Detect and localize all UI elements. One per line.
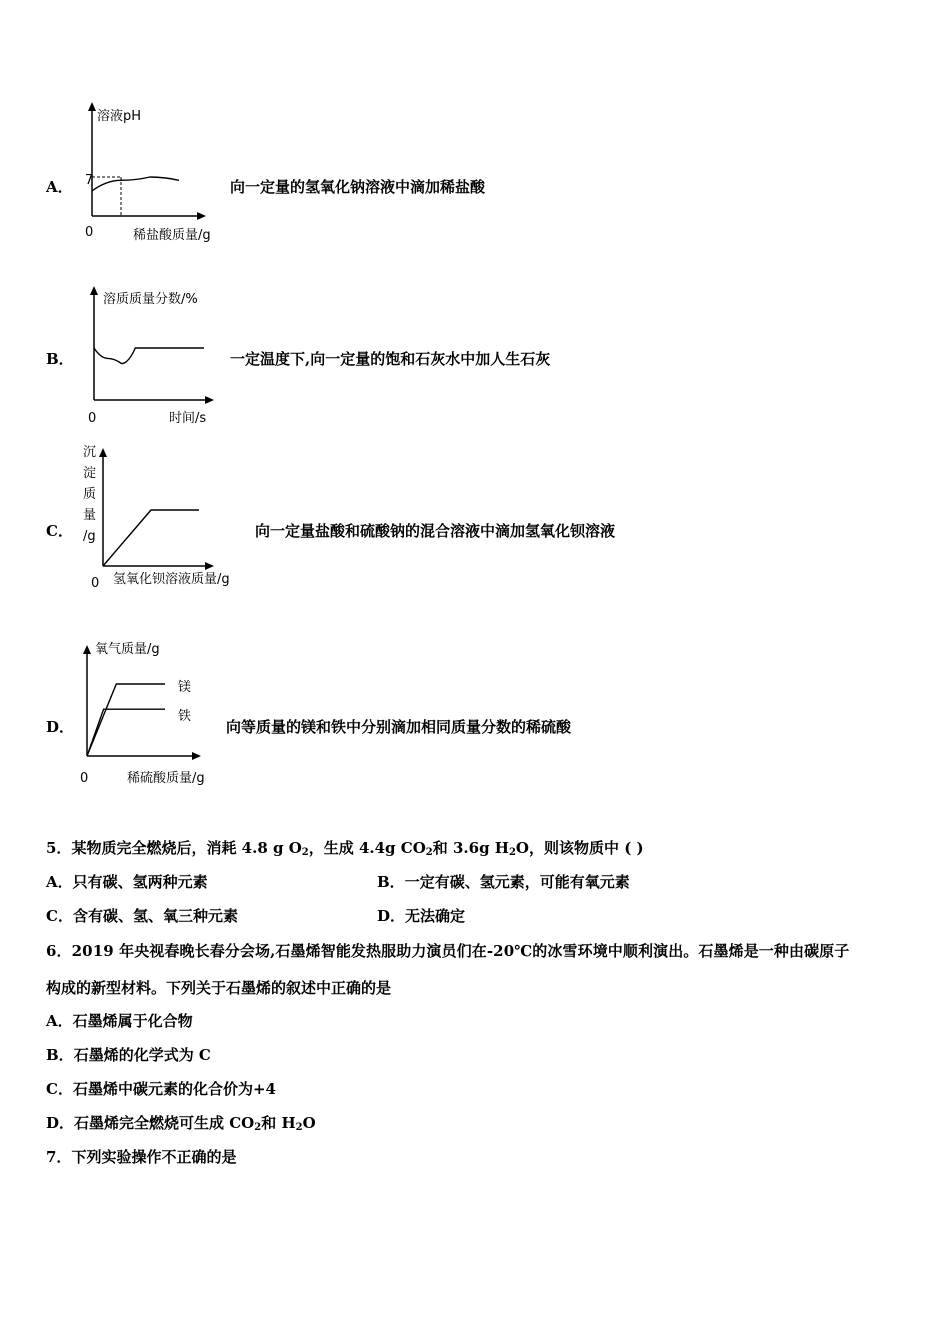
chart-b [80, 283, 240, 433]
chart-c-origin: 0 [91, 576, 100, 591]
chart-a-x-arrow [197, 212, 206, 220]
chart-d-xlabel: 稀硫酸质量/g [127, 771, 205, 786]
question-5-stem: 5．某物质完全燃烧后，消耗 4.8 g $O_2$，生成 4.4g $CO_2$和 3.6g $H_2O$，则该物质中 ( ) [46, 839, 644, 858]
question-5-option-a: A．只有碳、氢两种元素 [46, 873, 208, 891]
chart-d-legend-fe: 铁 [178, 709, 192, 724]
chart-d-legend-mg: 镁 [178, 680, 192, 695]
chart-d-ylabel: 氧气质量/g [95, 642, 160, 657]
chart-d-curve-fe [87, 709, 165, 756]
option-b-description: 一定温度下,向一定量的饱和石灰水中加人生石灰 [230, 350, 551, 368]
chart-d-origin: 0 [80, 771, 89, 786]
chart-b-ylabel: 溶质质量分数/% [103, 292, 198, 307]
option-a-description: 向一定量的氢氧化钠溶液中滴加稀盐酸 [230, 178, 486, 196]
chart-b-y-arrow [90, 286, 98, 295]
question-6-option-b: B．石墨烯的化学式为 C [46, 1046, 211, 1064]
option-b-letter: B． [46, 350, 74, 368]
chart-a-origin: 0 [85, 225, 94, 240]
question-5-option-d: D．无法确定 [377, 907, 466, 925]
chart-a-xlabel: 稀盐酸质量/g [133, 228, 211, 243]
chart-c-x-arrow [205, 562, 214, 570]
option-d-letter: D． [46, 718, 75, 736]
chart-a-ylabel: 溶液pH [97, 109, 142, 124]
chart-b-origin: 0 [88, 411, 97, 426]
chart-c-y-arrow [99, 448, 107, 457]
chart-a-y-arrow [88, 102, 96, 111]
chart-a-ytick: 7 [85, 173, 94, 188]
chart-c-ylabel-char-4: 量 [83, 508, 97, 523]
question-5-option-c: C．含有碳、氢、氧三种元素 [46, 907, 238, 925]
question-6-stem-line-1: 6．2019 年央视春晚长春分会场,石墨烯智能发热服助力演员们在-20℃的冰雪环境中顺利演出。石墨烯是一种由碳原子 [46, 942, 850, 960]
option-a-letter: A． [46, 178, 73, 196]
question-6-stem-line-2: 构成的新型材料。下列关于石墨烯的叙述中正确的是 [46, 979, 392, 997]
chart-a [75, 100, 235, 250]
question-6-number: 6． [46, 942, 72, 960]
question-6-option-d: D．石墨烯完全燃烧可生成 $CO_2$和 $H_2O$ [46, 1114, 316, 1133]
option-d-description: 向等质量的镁和铁中分别滴加相同质量分数的稀硫酸 [226, 718, 572, 736]
chart-b-x-arrow [205, 396, 214, 404]
question-7-stem: 7．下列实验操作不正确的是 [46, 1148, 237, 1166]
chart-d-y-arrow [83, 645, 91, 654]
chart-b-xlabel: 时间/s [169, 411, 207, 426]
question-6-option-c: C．石墨烯中碳元素的化合价为+4 [46, 1080, 276, 1098]
question-5-number: 5． [46, 839, 72, 857]
chart-d [75, 635, 235, 795]
chart-c-curve [103, 510, 199, 566]
question-7-number: 7． [46, 1148, 72, 1166]
option-c-letter: C． [46, 522, 73, 540]
chart-a-curve [92, 177, 179, 191]
chart-c-ylabel-char-2: 淀 [83, 466, 97, 481]
chart-c-ylabel-char-3: 质 [83, 487, 97, 502]
chart-d-curve-mg [87, 684, 165, 756]
option-c-description: 向一定量盐酸和硫酸钠的混合溶液中滴加氢氧化钡溶液 [255, 522, 616, 540]
chart-c-ylabel-char-1: 沉 [83, 445, 97, 460]
question-5-option-b: B．一定有碳、氢元素，可能有氧元素 [377, 873, 630, 891]
chart-c-ylabel-char-5: /g [83, 529, 96, 544]
chart-c-xlabel: 氢氧化钡溶液质量/g [113, 572, 230, 587]
chart-b-curve [94, 348, 204, 364]
chart-c [75, 440, 260, 595]
chart-d-x-arrow [192, 752, 201, 760]
question-6-option-a: A．石墨烯属于化合物 [46, 1012, 193, 1030]
